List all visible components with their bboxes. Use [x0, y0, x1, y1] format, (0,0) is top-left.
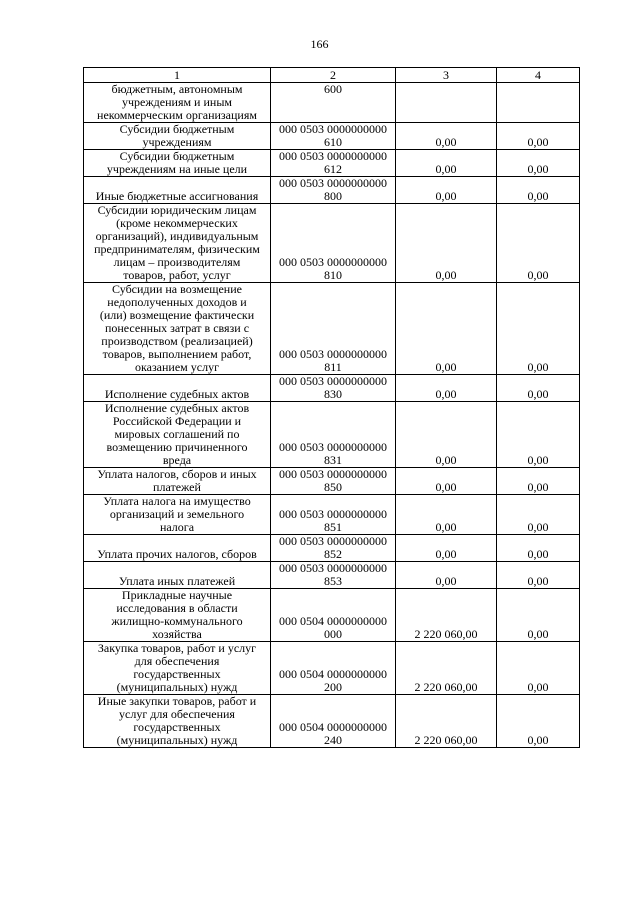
row-value-4-cell: 0,00 [497, 589, 580, 642]
row-name-cell: Уплата иных платежей [84, 562, 271, 589]
table-body [84, 68, 580, 748]
row-value-4-cell: 0,00 [497, 283, 580, 375]
row-name-cell: Уплата налогов, сборов и иных платежей [84, 468, 271, 495]
row-name-cell: Уплата прочих налогов, сборов [84, 535, 271, 562]
column-header: 2 [271, 68, 396, 83]
table-row [84, 177, 580, 204]
row-value-4-cell: 0,00 [497, 495, 580, 535]
row-code-cell: 000 0503 0000000000 610 [271, 123, 396, 150]
row-value-4-cell: 0,00 [497, 468, 580, 495]
row-code-cell: 000 0503 0000000000 810 [271, 204, 396, 283]
row-code-cell: 000 0503 0000000000 811 [271, 283, 396, 375]
column-header: 4 [497, 68, 580, 83]
row-value-3-cell: 2 220 060,00 [396, 695, 497, 748]
row-value-3-cell: 2 220 060,00 [396, 642, 497, 695]
row-value-3-cell: 0,00 [396, 468, 497, 495]
row-value-4-cell: 0,00 [497, 402, 580, 468]
row-name-cell: Прикладные научные исследования в области жилищно-коммунального хозяйства [84, 589, 271, 642]
table-row [84, 562, 580, 589]
row-value-4-cell: 0,00 [497, 150, 580, 177]
row-value-3-cell: 0,00 [396, 495, 497, 535]
row-value-4-cell: 0,00 [497, 375, 580, 402]
row-code-cell: 000 0503 0000000000 830 [271, 375, 396, 402]
row-code-cell: 000 0503 0000000000 853 [271, 562, 396, 589]
row-code-cell: 000 0503 0000000000 831 [271, 402, 396, 468]
table-header-row [84, 68, 580, 83]
row-name-cell: Исполнение судебных актов [84, 375, 271, 402]
row-value-3-cell: 0,00 [396, 535, 497, 562]
column-header: 1 [84, 68, 271, 83]
row-name-cell: Исполнение судебных актов Российской Федерации и мировых соглашений по возмещению причиненного вреда [84, 402, 271, 468]
row-value-4-cell [497, 83, 580, 123]
row-value-3-cell: 0,00 [396, 123, 497, 150]
row-value-4-cell: 0,00 [497, 695, 580, 748]
table-row [84, 150, 580, 177]
row-code-cell: 000 0503 0000000000 800 [271, 177, 396, 204]
row-value-3-cell: 0,00 [396, 402, 497, 468]
row-value-3-cell: 0,00 [396, 562, 497, 589]
row-code-cell: 000 0503 0000000000 612 [271, 150, 396, 177]
row-name-cell: Уплата налога на имущество организаций и земельного налога [84, 495, 271, 535]
table-row [84, 204, 580, 283]
budget-table [83, 67, 580, 748]
row-value-4-cell: 0,00 [497, 535, 580, 562]
row-value-3-cell: 0,00 [396, 283, 497, 375]
row-value-3-cell: 0,00 [396, 204, 497, 283]
table-row [84, 642, 580, 695]
table-row [84, 83, 580, 123]
row-value-4-cell: 0,00 [497, 204, 580, 283]
row-name-cell: Субсидии бюджетным учреждениям [84, 123, 271, 150]
row-value-3-cell: 0,00 [396, 177, 497, 204]
row-name-cell: Субсидии юридическим лицам (кроме некоммерческих организаций), индивидуальным предпринимателям, физическим лицам – производителям товаров, работ, услуг [84, 204, 271, 283]
page-number: 166 [310, 37, 329, 51]
table-row [84, 123, 580, 150]
column-header: 3 [396, 68, 497, 83]
row-value-3-cell: 2 220 060,00 [396, 589, 497, 642]
row-name-cell: Закупка товаров, работ и услуг для обеспечения государственных (муниципальных) нужд [84, 642, 271, 695]
row-code-cell: 000 0503 0000000000 851 [271, 495, 396, 535]
row-code-cell: 000 0503 0000000000 850 [271, 468, 396, 495]
row-value-3-cell [396, 83, 497, 123]
table-row [84, 375, 580, 402]
table-row [84, 402, 580, 468]
row-code-cell: 000 0504 0000000000 240 [271, 695, 396, 748]
table-row [84, 468, 580, 495]
row-value-4-cell: 0,00 [497, 642, 580, 695]
table-row [84, 589, 580, 642]
table-row [84, 535, 580, 562]
row-name-cell: Иные бюджетные ассигнования [84, 177, 271, 204]
table-row [84, 283, 580, 375]
row-code-cell: 000 0504 0000000000 200 [271, 642, 396, 695]
row-name-cell: Субсидии на возмещение недополученных доходов и (или) возмещение фактически понесенных затрат в связи с производством (реализацией) товаров, выполнением работ, оказанием услуг [84, 283, 271, 375]
row-value-4-cell: 0,00 [497, 177, 580, 204]
row-value-3-cell: 0,00 [396, 375, 497, 402]
row-value-4-cell: 0,00 [497, 123, 580, 150]
row-name-cell: бюджетным, автономным учреждениям и иным некоммерческим организациям [84, 83, 271, 123]
row-code-cell: 000 0504 0000000000 000 [271, 589, 396, 642]
row-code-cell: 600 [271, 83, 396, 123]
row-value-4-cell: 0,00 [497, 562, 580, 589]
row-name-cell: Иные закупки товаров, работ и услуг для обеспечения государственных (муниципальных) нужд [84, 695, 271, 748]
row-name-cell: Субсидии бюджетным учреждениям на иные цели [84, 150, 271, 177]
row-value-3-cell: 0,00 [396, 150, 497, 177]
row-code-cell: 000 0503 0000000000 852 [271, 535, 396, 562]
table-row [84, 695, 580, 748]
table-row [84, 495, 580, 535]
